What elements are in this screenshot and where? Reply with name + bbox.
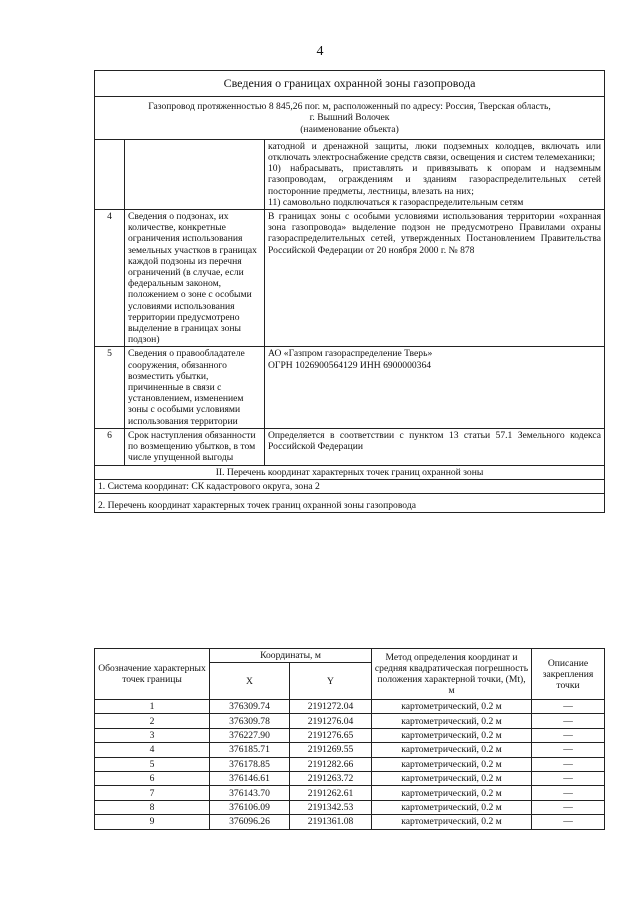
row-content: В границах зоны с особыми условиями использования территории «охранная зона газопровода» выделение подзон не предусмотрено Правилами охраны газораспределительных сетей, утвержденных Постановлением Правительства Российской Федерации от 20 ноября 2000 г. № 878 <box>265 210 605 347</box>
description-cell: — <box>532 714 605 728</box>
coord-y-cell: 2191262.61 <box>290 786 372 800</box>
description-cell: — <box>532 815 605 829</box>
coordinates-body <box>95 700 605 830</box>
coord-y-cell: 2191276.65 <box>290 728 372 742</box>
header-y: Y <box>290 663 372 700</box>
table-row <box>95 786 605 800</box>
header-point: Обозначение характерных точек границы <box>95 649 210 700</box>
point-id-cell: 5 <box>95 757 210 771</box>
method-cell: картометрический, 0.2 м <box>372 728 532 742</box>
coord-y-cell: 2191269.55 <box>290 743 372 757</box>
description-cell: — <box>532 743 605 757</box>
row-content <box>265 347 605 428</box>
coord-x-cell: 376143.70 <box>210 786 290 800</box>
description-cell: — <box>532 800 605 814</box>
description-cell: — <box>532 757 605 771</box>
table-row <box>95 700 605 714</box>
table-row <box>95 743 605 757</box>
description-cell: — <box>532 700 605 714</box>
table-row <box>95 771 605 785</box>
table-row <box>95 757 605 771</box>
row-continuation-num <box>95 139 125 209</box>
coord-y-cell: 2191263.72 <box>290 771 372 785</box>
coord-x-cell: 376185.71 <box>210 743 290 757</box>
description-cell: — <box>532 786 605 800</box>
point-id-cell: 4 <box>95 743 210 757</box>
point-id-cell: 6 <box>95 771 210 785</box>
point-id-cell: 9 <box>95 815 210 829</box>
description-cell: — <box>532 728 605 742</box>
point-id-cell: 8 <box>95 800 210 814</box>
coord-x-cell: 376178.85 <box>210 757 290 771</box>
table-row <box>95 714 605 728</box>
coord-x-cell: 376227.90 <box>210 728 290 742</box>
method-cell: картометрический, 0.2 м <box>372 757 532 771</box>
continuation-item: 11) самовольно подключаться к газораспределительным сетям <box>268 196 524 208</box>
point-id-cell: 7 <box>95 786 210 800</box>
header-description: Описание закрепления точки <box>532 649 605 700</box>
coordinate-list-title: 2. Перечень координат характерных точек границ охранной зоны газопровода <box>95 493 605 512</box>
row-number: 6 <box>95 428 125 465</box>
header-method: Метод определения координат и средняя квадратическая погрешность положения характерной точки, (Mt), м <box>372 649 532 700</box>
owner-name: АО «Газпром газораспределение Тверь» <box>268 348 433 360</box>
coord-y-cell: 2191282.66 <box>290 757 372 771</box>
object-info <box>95 97 605 140</box>
row-continuation-content <box>265 139 605 209</box>
continuation-item: 10) набрасывать, приставлять и привязывать к опорам и надземным газопроводам, ограждениям и зданиям газораспределительных сетей посторонние предметы, лестницы, влезать на них; <box>268 163 602 197</box>
coord-y-cell: 2191342.53 <box>290 800 372 814</box>
zone-info-table <box>94 70 605 513</box>
row-number: 5 <box>95 347 125 428</box>
method-cell: картометрический, 0.2 м <box>372 700 532 714</box>
row-label: Срок наступления обязанности по возмещению убытков, в том числе упущенной выгоды <box>125 428 265 465</box>
header-x: X <box>210 663 290 700</box>
method-cell: картометрический, 0.2 м <box>372 743 532 757</box>
method-cell: картометрический, 0.2 м <box>372 786 532 800</box>
object-info-line2: г. Вышний Волочек <box>309 112 390 124</box>
row-continuation-label <box>125 139 265 209</box>
point-id-cell: 3 <box>95 728 210 742</box>
row-label: Сведения о подзонах, их количестве, конкретные ограничения использования земельных участков в границах каждой подзоны из перечня ограничений (в случае, если федеральным законом, положением о зоне с особыми условиями использования территории предусмотрено выделение в границах зоны подзон) <box>125 210 265 347</box>
method-cell: картометрический, 0.2 м <box>372 815 532 829</box>
section2-title: II. Перечень координат характерных точек границ охранной зоны <box>95 465 605 479</box>
page-number: 4 <box>316 44 324 59</box>
owner-ids: ОГРН 1026900564129 ИНН 6900000364 <box>268 359 432 371</box>
coord-x-cell: 376309.78 <box>210 714 290 728</box>
table-row <box>95 815 605 829</box>
coord-y-cell: 2191361.08 <box>290 815 372 829</box>
table-row <box>95 800 605 814</box>
coord-y-cell: 2191272.04 <box>290 700 372 714</box>
table-row <box>95 728 605 742</box>
row-label: Сведения о правообладателе сооружения, обязанного возместить убытки, причиненные в связи с установлением, изменением зоны с особыми условиями использования территории <box>125 347 265 428</box>
coord-x-cell: 376096.26 <box>210 815 290 829</box>
coord-y-cell: 2191276.04 <box>290 714 372 728</box>
coordinates-table <box>94 648 605 830</box>
header-coordinates: Координаты, м <box>210 649 372 663</box>
method-cell: картометрический, 0.2 м <box>372 714 532 728</box>
description-cell: — <box>532 771 605 785</box>
continuation-item: катодной и дренажной защиты, люки подземных колодцев, включать или отключать электроснабжение средств связи, освещения и систем телемеханики; <box>268 140 602 164</box>
coord-x-cell: 376146.61 <box>210 771 290 785</box>
object-info-caption: (наименование объекта) <box>300 123 399 135</box>
coord-x-cell: 376309.74 <box>210 700 290 714</box>
coord-x-cell: 376106.09 <box>210 800 290 814</box>
point-id-cell: 1 <box>95 700 210 714</box>
method-cell: картометрический, 0.2 м <box>372 771 532 785</box>
object-info-line1: Газопровод протяженностью 8 845,26 пог. м, расположенный по адресу: Россия, Тверская область, <box>148 101 551 113</box>
point-id-cell: 2 <box>95 714 210 728</box>
coordinate-system: 1. Система координат: СК кадастрового округа, зона 2 <box>95 479 605 493</box>
row-number: 4 <box>95 210 125 347</box>
row-content: Определяется в соответствии с пунктом 13 статьи 57.1 Земельного кодекса Российской Федерации <box>265 428 605 465</box>
method-cell: картометрический, 0.2 м <box>372 800 532 814</box>
document-title: Сведения о границах охранной зоны газопровода <box>95 71 605 97</box>
